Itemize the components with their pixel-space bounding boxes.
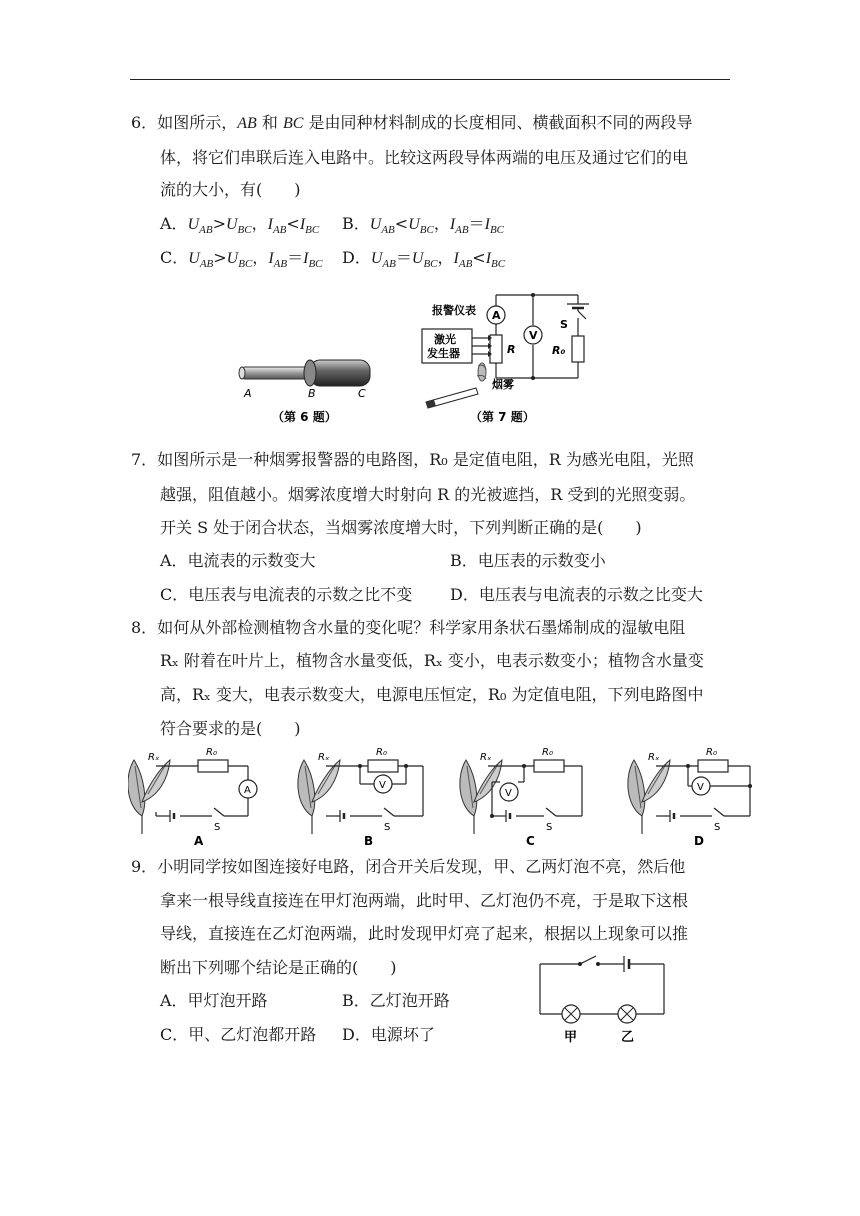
circuit-a-r0-label: R₀ [206,747,217,758]
q9-option-a: A．甲灯泡开路 [160,991,268,1010]
q7-option-d: D．电压表与电流表的示数之比变大 [450,585,703,604]
circuit-d-switch-label: S [714,822,721,833]
q6-line-3: 流的大小，有( ) [160,180,301,199]
r0-label: R₀ [552,344,566,357]
q6-option-d: D．$U_{AB}=U_{BC}$，$I_{AB}<I_{BC}$ [342,248,506,271]
circuit-b-rx-label: Rₓ [318,752,330,763]
circuit-d-voltmeter-label: V [697,782,704,793]
q7-line-2: 越强，阻值越小。烟雾浓度增大时射向 R 的光被遮挡，R 受到的光照变弱。 [160,485,696,504]
voltmeter-label: V [529,329,538,342]
switch-label: S [560,318,568,331]
circuit-a-switch-label: S [214,822,221,833]
circuit-a-label: A [194,834,204,848]
r-label: R [507,343,516,356]
q9-option-d: D．电源坏了 [342,1025,435,1044]
laser-label-2: 发生器 [427,347,460,360]
q9-option-b: B．乙灯泡开路 [342,991,450,1010]
circuit-d-rx-label: Rₓ [648,752,660,763]
q6-line-1: 6．如图所示，AB 和 BC 是由同种材料制成的长度相同、横截面积不同的两段导 [131,113,693,132]
figure-9-circuit [532,950,672,1046]
q7-line-3: 开关 S 处于闭合状态，当烟雾浓度增大时，下列判断正确的是( ) [160,518,642,537]
circuit-a-rx-label: Rₓ [148,752,160,763]
q7-option-a: A．电流表的示数变大 [160,551,316,570]
circuit-d [628,747,752,848]
circuit-d-label: D [694,834,704,848]
q6-option-a: A．$U_{AB}>U_{BC}$，$I_{AB}<I_{BC}$ [160,214,320,237]
lamp-yi-label: 乙 [621,1030,635,1045]
figure-7-smoke-alarm [418,292,598,432]
q7-line-1: 7．如图所示是一种烟雾报警器的电路图，R₀ 是定值电阻，R 为感光电阻，光照 [131,450,694,469]
q7-option-c: C．电压表与电流表的示数之比不变 [160,585,413,604]
lamp-yi [618,1005,636,1023]
q9-line-2: 拿来一根导线直接连在甲灯泡两端，此时甲、乙灯泡仍不亮，于是取下这根 [160,891,689,910]
circuit-d-r0-label: R₀ [706,747,717,758]
q6-option-b: B．$U_{AB}<U_{BC}$，$I_{AB}=I_{BC}$ [342,214,505,237]
circuit-c-switch-label: S [546,822,553,833]
circuit-b-r0-label: R₀ [376,747,387,758]
circuit-c-voltmeter-label: V [505,788,512,799]
circuit-b [298,747,423,848]
alarm-meter-label: 报警仪表 [432,304,476,317]
circuit-c-r0-label: R₀ [542,747,553,758]
q8-line-2: Rₓ 附着在叶片上，植物含水量变低，Rₓ 变小，电表示数变小；植物含水量变 [160,651,704,670]
q8-line-1: 8．如何从外部检测植物含水量的变化呢？科学家用条状石墨烯制成的湿敏电阻 [131,618,686,637]
figure-6-conductor [230,340,390,430]
circuit-b-voltmeter-label: V [379,780,386,791]
ammeter-label: A [492,309,501,322]
figure-8-circuits [128,742,758,850]
q6-option-c: C．$U_{AB}>U_{BC}$，$I_{AB}=I_{BC}$ [160,248,323,271]
q8-line-3: 高，Rₓ 变大，电表示数变大，电源电压恒定，R₀ 为定值电阻，下列电路图中 [160,685,704,704]
circuit-b-label: B [364,834,374,848]
circuit-a [128,747,257,848]
q9-line-1: 9．小明同学按如图连接好电路，闭合开关后发现，甲、乙两灯泡不亮，然后他 [131,857,686,876]
q9-option-c: C．甲、乙灯泡都开路 [160,1025,317,1044]
label-a: A [244,387,252,400]
circuit-c [460,747,582,848]
circuit-c-label: C [526,834,535,848]
figure-7-caption: （第 7 题） [470,410,535,424]
laser-label-1: 激光 [434,333,456,346]
q6-line-2: 体，将它们串联后连入电路中。比较这两段导体两端的电压及通过它们的电 [160,148,689,167]
circuit-a-ammeter-label: A [244,785,251,796]
q7-option-b: B．电压表的示数变小 [450,551,606,570]
circuit-c-rx-label: Rₓ [480,752,492,763]
q9-line-4: 断出下列哪个结论是正确的( ) [160,958,397,977]
label-c: C [358,387,366,400]
figure-6-caption: （第 6 题） [272,410,337,424]
thick-section [310,360,370,386]
thin-section [242,367,314,379]
lamp-jia-label: 甲 [564,1030,578,1045]
smoke-label: 烟雾 [492,378,514,391]
header-rule [130,79,730,80]
label-b: B [308,387,316,400]
lamp-jia [562,1005,580,1023]
q8-line-4: 符合要求的是( ) [160,719,301,738]
q9-line-3: 导线，直接连在乙灯泡两端，此时发现甲灯亮了起来，根据以上现象可以推 [160,924,689,943]
circuit-b-switch-label: S [384,822,391,833]
